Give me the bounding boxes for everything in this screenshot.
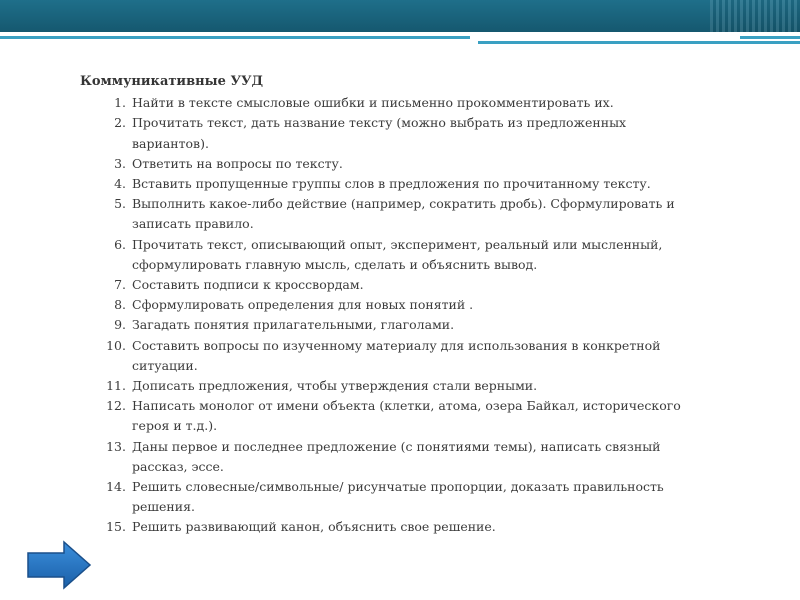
header-stripes — [0, 36, 800, 46]
stripe-line — [0, 36, 470, 39]
stripe-line — [740, 36, 800, 39]
list-item: 2. Прочитать текст, дать название тексту (можно выбрать из предложенных вариантов). — [114, 115, 627, 151]
list-item: 3. Ответить на вопросы по тексту. — [114, 155, 343, 171]
list-item: 13. Даны первое и последнее предложение (с понятиями темы), написать связный рассказ, эссе. — [106, 438, 661, 474]
list-item: 4. Вставить пропущенные группы слов в предложения по прочитанному тексту. — [114, 176, 651, 192]
list-item: 9. Загадать понятия прилагательными, глаголами. — [114, 317, 455, 333]
list-item: 1. Найти в тексте смысловые ошибки и письменно прокомментировать их. — [114, 95, 614, 111]
list-item: 10. Составить вопросы по изученному материалу для использования в конкретной ситуации. — [106, 337, 661, 373]
list-item: 15. Решить развивающий канон, объяснить свое решение. — [106, 519, 496, 535]
list-item: 8. Сформулировать определения для новых понятий . — [114, 297, 474, 313]
slide-header-bar — [0, 0, 800, 32]
right-arrow-icon[interactable] — [26, 540, 92, 590]
stripe-line — [478, 41, 800, 44]
list-item: 5. Выполнить какое-либо действие (например, сократить дробь). Сформулировать и записать правило. — [114, 196, 675, 232]
document-heading: Коммуникативные УУД — [80, 74, 264, 89]
header-decoration — [710, 0, 800, 32]
scanned-document — [80, 72, 700, 538]
list-item: 14. Решить словесные/символьные/ рисунчатые пропорции, доказать правильность решения. — [106, 479, 664, 515]
list-item: 6. Прочитать текст, описывающий опыт, эксперимент, реальный или мысленный, сформулировать главную мысль, сделать и объяснить вывод. — [114, 236, 663, 272]
list-item: 12. Написать монолог от имени объекта (клетки, атома, озера Байкал, исторического героя и т.д.). — [106, 398, 681, 434]
task-list — [80, 93, 700, 537]
list-item: 11. Дописать предложения, чтобы утверждения стали верными. — [106, 378, 538, 394]
list-item: 7. Составить подписи к кроссвордам. — [114, 277, 364, 293]
